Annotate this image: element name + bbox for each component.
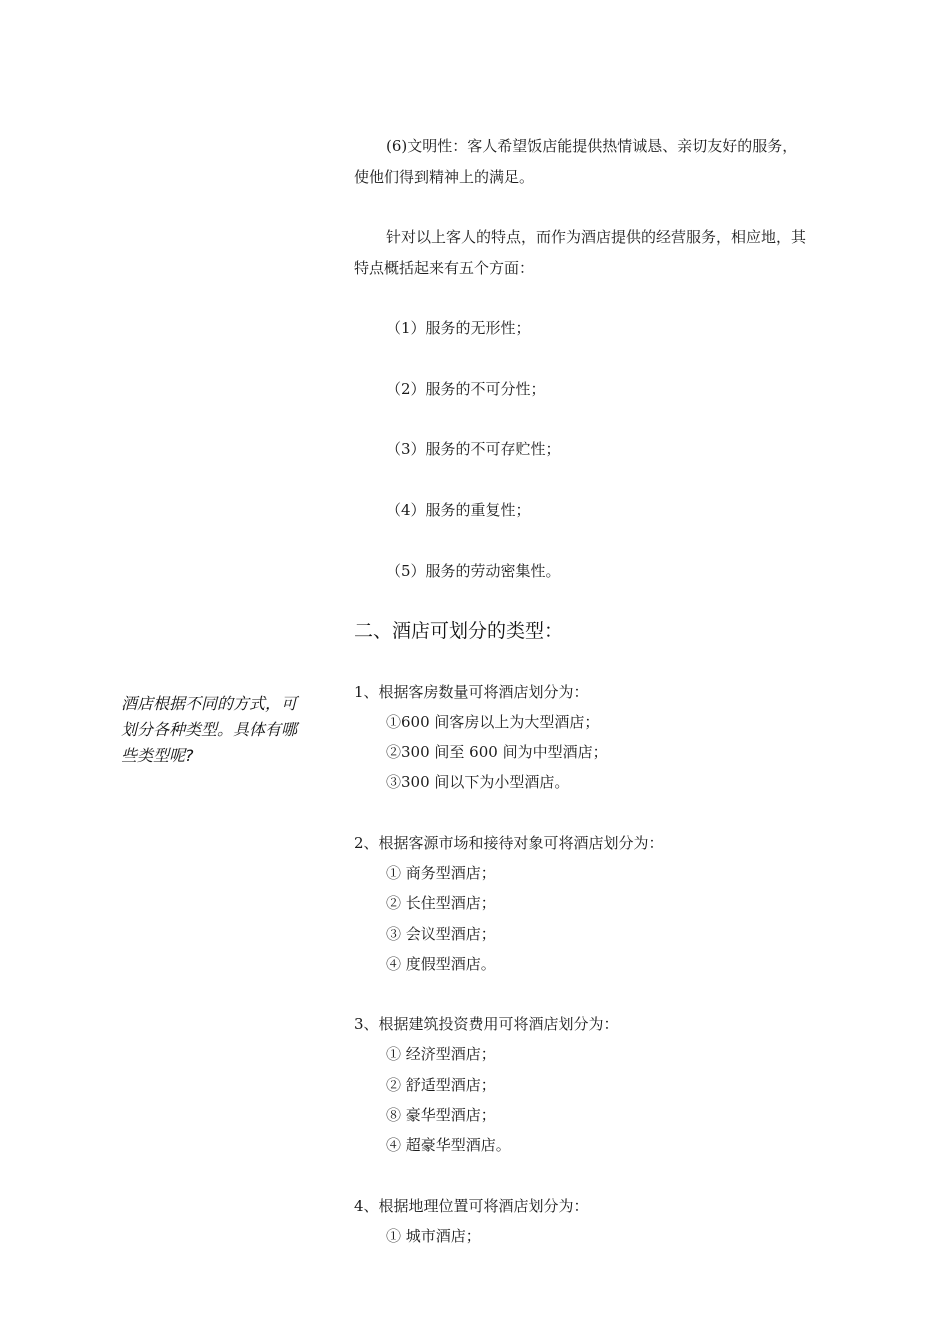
feature-item: （1）服务的无形性； [386, 319, 531, 337]
group-item: ① 经济型酒店； [386, 1045, 496, 1063]
group-title: 2、根据客源市场和接待对象可将酒店划分为： [354, 834, 664, 852]
side-note [121, 691, 326, 769]
group-item: ② 长住型酒店； [386, 894, 496, 912]
side-note-line: 些类型呢? [121, 746, 194, 765]
feature-item: （2）服务的不可分性； [386, 380, 546, 398]
group-item: ③ 会议型酒店； [386, 925, 496, 943]
group-title: 1、根据客房数量可将酒店划分为： [354, 683, 589, 701]
intro-paragraph-2-line-1: 针对以上客人的特点，而作为酒店提供的经营服务，相应地，其 [386, 228, 807, 246]
group-title: 3、根据建筑投资费用可将酒店划分为： [354, 1015, 619, 1033]
group-item: ④ 超豪华型酒店。 [386, 1136, 511, 1154]
group-item: ③300 间以下为小型酒店。 [386, 773, 570, 791]
intro-paragraph-1-line-1: (6)文明性：客人希望饭店能提供热情诚恳、亲切友好的服务， [386, 137, 798, 155]
feature-item: （3）服务的不可存贮性； [386, 440, 561, 458]
section-heading: 二、酒店可划分的类型： [354, 620, 564, 642]
group-item: ① 城市酒店； [386, 1227, 481, 1245]
group-item: ②300 间至 600 间为中型酒店； [386, 743, 608, 761]
group-item: ② 舒适型酒店； [386, 1076, 496, 1094]
side-note-line: 划分各种类型。具体有哪 [121, 720, 298, 739]
group-item: ① 商务型酒店； [386, 864, 496, 882]
group-item: ⑧ 豪华型酒店； [386, 1106, 496, 1124]
intro-paragraph-2-line-2: 特点概括起来有五个方面： [354, 259, 535, 277]
intro-paragraph-1-line-2: 使他们得到精神上的满足。 [354, 168, 535, 186]
group-item: ④ 度假型酒店。 [386, 955, 496, 973]
group-title: 4、根据地理位置可将酒店划分为： [354, 1197, 589, 1215]
side-note-line: 酒店根据不同的方式，可 [121, 694, 298, 713]
feature-item: （4）服务的重复性； [386, 501, 531, 519]
group-item: ①600 间客房以上为大型酒店； [386, 713, 600, 731]
feature-item: （5）服务的劳动密集性。 [386, 562, 561, 580]
